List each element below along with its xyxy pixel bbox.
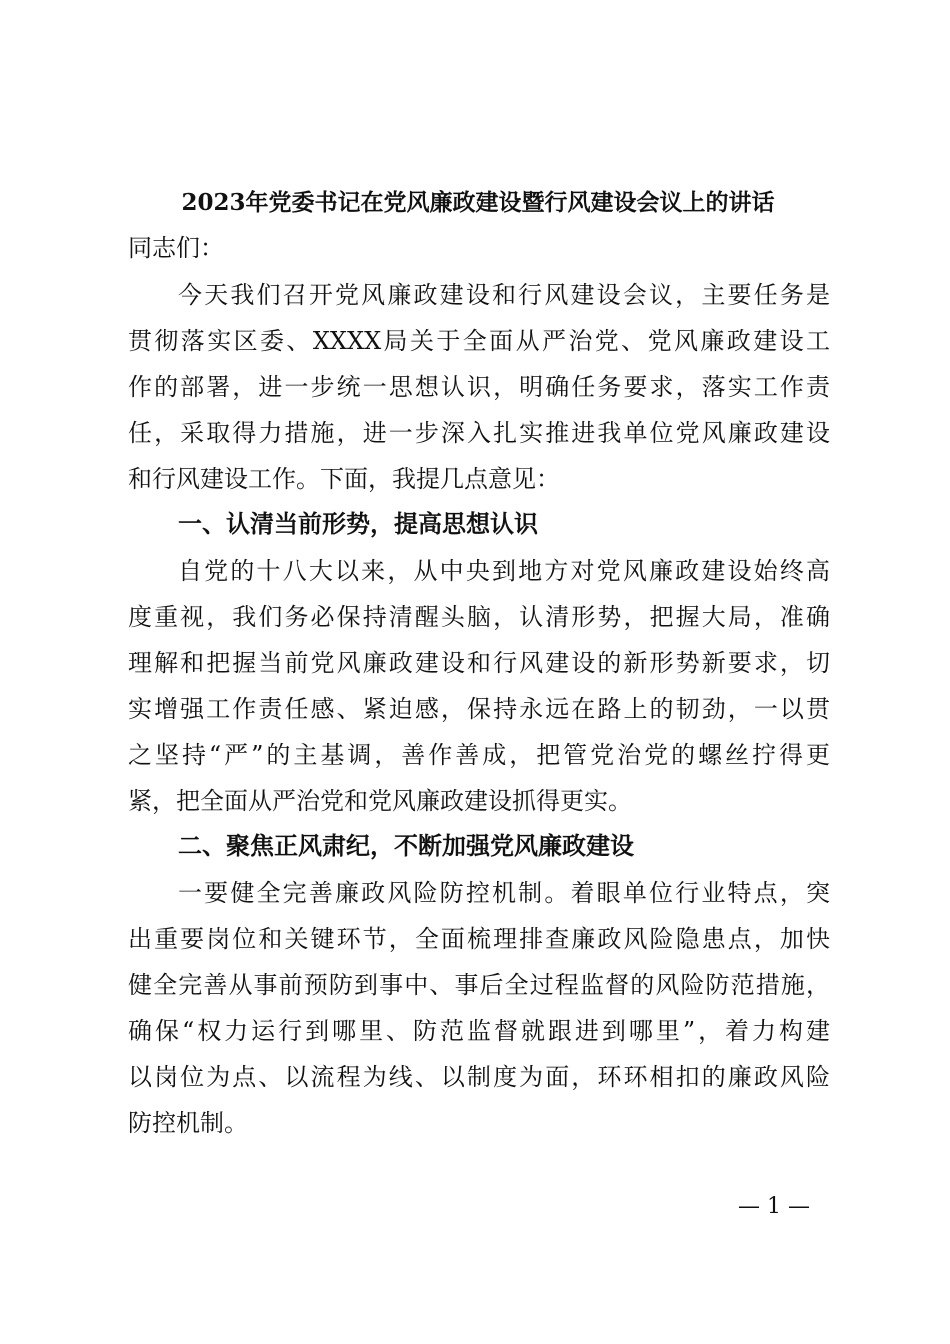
paragraph-line: 实增强工作责任感、紧迫感，保持永远在路上的韧劲，一以贯 <box>128 695 830 723</box>
paragraph-line: 确保“权力运行到哪里、防范监督就跟进到哪里”，着力构建 <box>128 1017 830 1045</box>
paragraph-line: 以岗位为点、以流程为线、以制度为面，环环相扣的廉政风险 <box>128 1063 830 1091</box>
paragraph-line: 出重要岗位和关键环节，全面梳理排查廉政风险隐患点，加快 <box>128 925 830 953</box>
paragraph-line: 今天我们召开党风廉政建设和行风建设会议，主要任务是 <box>178 281 830 309</box>
paragraph-line: 之坚持“严”的主基调，善作善成，把管党治党的螺丝拧得更 <box>128 741 830 769</box>
document-title: 2023年党委书记在党风廉政建设暨行风建设会议上的讲话 <box>181 189 775 216</box>
paragraph-line: 紧，把全面从严治党和党风廉政建设抓得更实。 <box>128 787 632 815</box>
paragraph-line: 一要健全完善廉政风险防控机制。着眼单位行业特点，突 <box>178 879 830 907</box>
intro-paragraph <box>128 272 830 502</box>
paragraph-line: 防控机制。 <box>128 1109 248 1137</box>
paragraph-line: 自党的十八大以来，从中央到地方对党风廉政建设始终高 <box>178 557 830 585</box>
page-number: — 1 — <box>738 1194 810 1219</box>
section-1-paragraph <box>128 548 830 824</box>
paragraph-line: 任，采取得力措施，进一步深入扎实推进我单位党风廉政建设 <box>128 419 830 447</box>
salutation: 同志们： <box>128 234 224 262</box>
paragraph-line: 贯彻落实区委、XXXX局关于全面从严治党、党风廉政建设工 <box>128 327 830 355</box>
paragraph-line: 作的部署，进一步统一思想认识，明确任务要求，落实工作责 <box>128 373 830 401</box>
paragraph-line: 理解和把握当前党风廉政建设和行风建设的新形势新要求，切 <box>128 649 830 677</box>
paragraph-line: 和行风建设工作。下面，我提几点意见： <box>128 465 560 493</box>
section-2-heading: 二、聚焦正风肃纪，不断加强党风廉政建设 <box>178 832 634 860</box>
paragraph-line: 度重视，我们务必保持清醒头脑，认清形势，把握大局，准确 <box>128 603 830 631</box>
section-1-heading: 一、认清当前形势，提高思想认识 <box>178 510 538 538</box>
section-2-paragraph <box>128 870 830 1146</box>
paragraph-line: 健全完善从事前预防到事中、事后全过程监督的风险防范措施， <box>128 971 830 999</box>
